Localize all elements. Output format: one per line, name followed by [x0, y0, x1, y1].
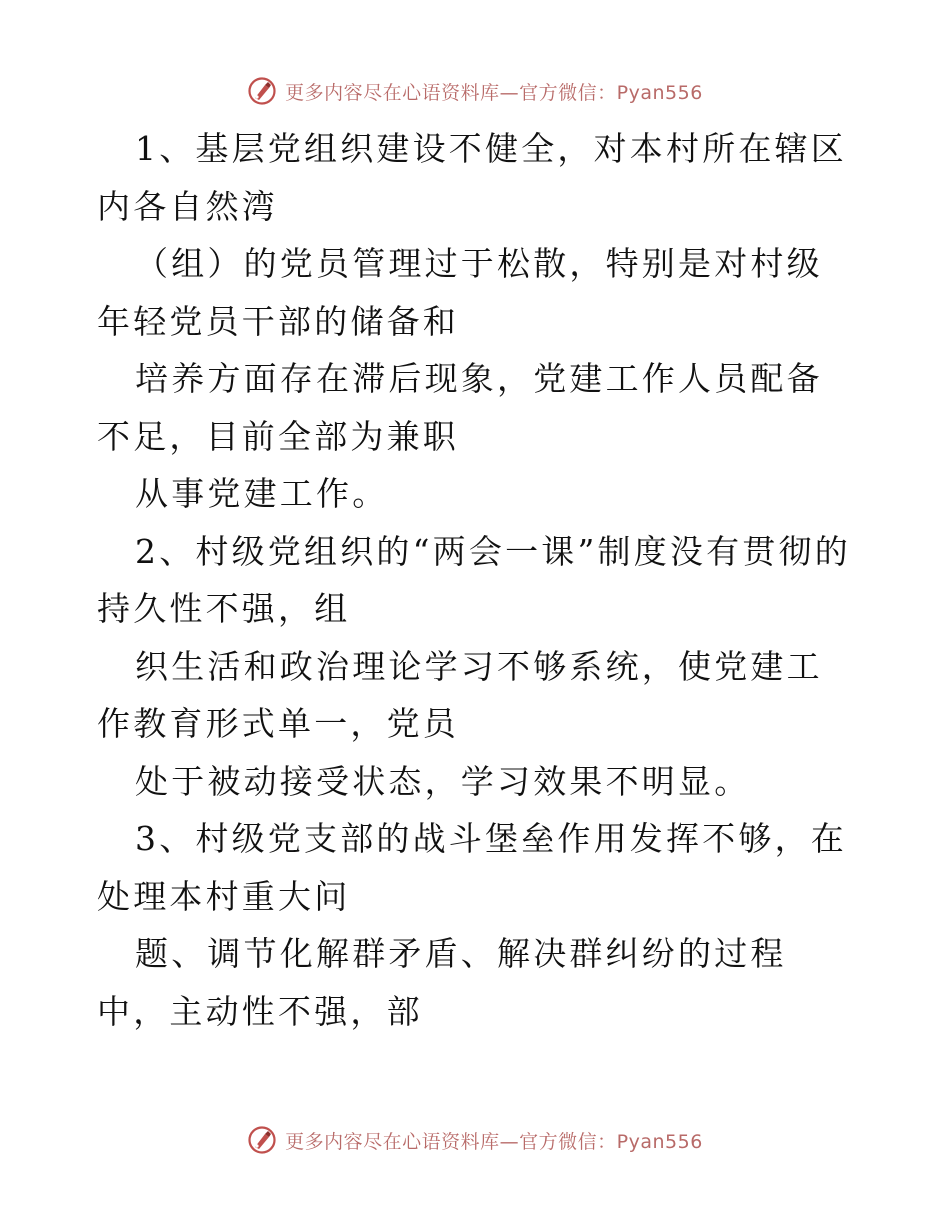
document-body [97, 120, 857, 1040]
header-watermark [0, 71, 950, 111]
paragraph: 1、基层党组织建设不健全，对本村所在辖区内各自然湾 [97, 129, 847, 226]
paragraph: 培养方面存在滞后现象，党建工作人员配备不足，目前全部为兼职 [97, 359, 823, 456]
paragraph: 从事党建工作。 [135, 474, 389, 513]
footer-watermark [0, 1120, 950, 1160]
paragraph: （组）的党员管理过于松散，特别是对村级年轻党员干部的储备和 [97, 244, 823, 341]
paragraph: 3、村级党支部的战斗堡垒作用发挥不够，在处理本村重大问 [97, 819, 847, 916]
pen-nib-seal-icon [247, 1125, 277, 1155]
paragraph: 题、调节化解群矛盾、解决群纠纷的过程中，主动性不强，部 [97, 934, 787, 1031]
paragraph: 织生活和政治理论学习不够系统，使党建工作教育形式单一，党员 [97, 646, 823, 743]
watermark-text: 更多内容尽在心语资料库—官方微信：Pyan556 [285, 81, 703, 104]
paragraph: 2、村级党组织的“两会一课”制度没有贯彻的持久性不强，组 [97, 531, 851, 628]
watermark-text: 更多内容尽在心语资料库—官方微信：Pyan556 [285, 1130, 703, 1153]
pen-nib-seal-icon [247, 76, 277, 106]
paragraph: 处于被动接受状态，学习效果不明显。 [135, 761, 751, 801]
